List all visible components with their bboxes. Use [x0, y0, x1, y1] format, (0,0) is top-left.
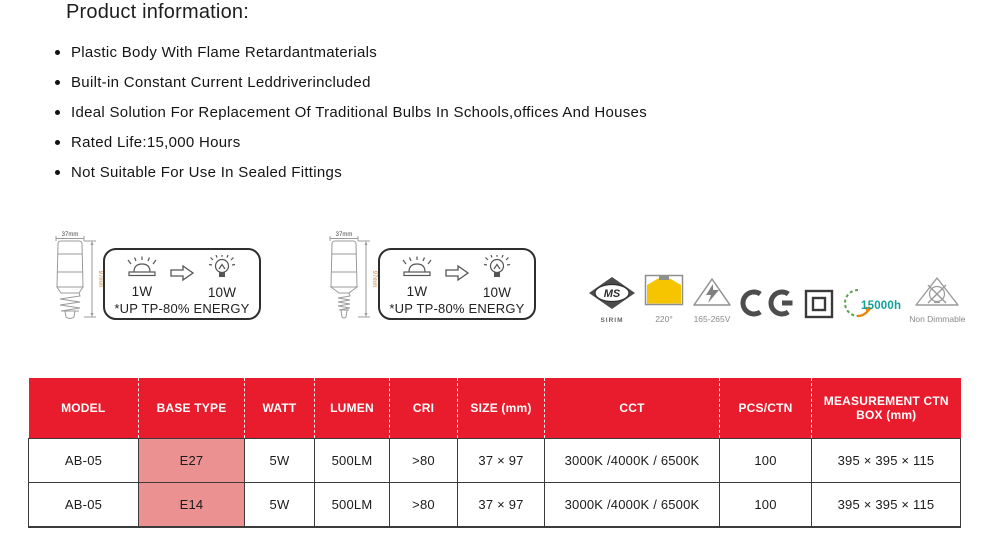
cell-measurement: 395 × 395 × 115	[812, 439, 961, 483]
beam-angle-icon	[644, 274, 684, 312]
cell-lumen: 500LM	[315, 483, 390, 528]
cell-watt: 5W	[245, 483, 315, 528]
header-model: MODEL	[29, 378, 139, 439]
width-dimension-label: 37mm	[61, 232, 79, 238]
feature-item	[55, 37, 647, 67]
feature-text: Built-in Constant Current Leddriverincluded	[71, 73, 371, 91]
bullet-icon	[55, 80, 60, 85]
bulb-icon	[483, 255, 511, 284]
beam-angle-label: 220°	[655, 314, 673, 324]
cell-lumen: 500LM	[315, 439, 390, 483]
bullet-icon	[55, 50, 60, 55]
to-watt-label: 10W	[207, 285, 237, 300]
cell-size: 37 × 97	[458, 483, 545, 528]
cell-cct: 3000K /4000K / 6500K	[545, 483, 720, 528]
class-ii-icon	[804, 289, 834, 324]
header-watt: WATT	[245, 378, 315, 439]
non-dimmable-label: Non Dimmable	[909, 314, 966, 324]
cell-base-type: E14	[139, 483, 245, 528]
feature-list	[55, 37, 647, 187]
led-icon	[398, 256, 436, 283]
feature-text: Plastic Body With Flame Retardantmaterials	[71, 43, 378, 61]
non-dimmable-icon	[914, 276, 960, 312]
feature-text: Ideal Solution For Replacement Of Traditional Bulbs In Schools,offices And Houses	[71, 103, 647, 121]
cell-size: 37 × 97	[458, 439, 545, 483]
header-lumen: LUMEN	[315, 378, 390, 439]
cell-cri: >80	[390, 439, 458, 483]
cell-model: AB-05	[29, 483, 139, 528]
feature-item	[55, 157, 647, 187]
header-cct: CCT	[545, 378, 720, 439]
header-pcs-ctn: PCS/CTN	[720, 378, 812, 439]
bullet-icon	[55, 170, 60, 175]
voltage-triangle-icon	[692, 277, 732, 312]
ce-mark-cert	[740, 287, 796, 324]
bullet-icon	[55, 110, 60, 115]
energy-note: *UP TP-80% ENERGY	[114, 301, 250, 316]
ms-sirim-icon	[588, 276, 636, 315]
cell-model: AB-05	[29, 439, 139, 483]
header-size: SIZE (mm)	[458, 378, 545, 439]
ms-sirim-cert	[588, 276, 636, 324]
product-spec-table	[28, 378, 961, 528]
lifetime-cert	[842, 287, 901, 324]
bulb-e14-diagram	[322, 230, 384, 331]
energy-note: *UP TP-80% ENERGY	[389, 301, 525, 316]
diagram-row	[0, 228, 987, 338]
cell-measurement: 395 × 395 × 115	[812, 483, 961, 528]
cell-pcs-ctn: 100	[720, 439, 812, 483]
led-icon	[123, 256, 161, 283]
page-title: Product information:	[66, 1, 249, 23]
feature-item	[55, 67, 647, 97]
feature-item	[55, 97, 647, 127]
beam-angle-cert	[644, 274, 684, 324]
arrow-icon	[169, 269, 195, 287]
table-header-row	[29, 378, 961, 439]
non-dimmable-cert	[909, 276, 965, 324]
feature-item	[55, 127, 647, 157]
height-dimension-label: 97mm	[97, 270, 103, 288]
cell-base-type: E27	[139, 439, 245, 483]
width-dimension-label: 37mm	[335, 232, 353, 238]
from-watt-label: 1W	[406, 284, 428, 299]
cell-pcs-ctn: 100	[720, 483, 812, 528]
class-ii-cert	[804, 289, 834, 324]
cell-cri: >80	[390, 483, 458, 528]
header-measurement: MEASUREMENT CTN BOX (mm)	[812, 378, 961, 439]
bulb-e27-diagram	[48, 230, 110, 331]
energy-savings-box	[103, 248, 261, 320]
feature-text: Not Suitable For Use In Sealed Fittings	[71, 163, 342, 181]
from-watt-label: 1W	[131, 284, 153, 299]
table-row	[29, 439, 961, 483]
ms-text: MS	[603, 288, 621, 300]
bullet-icon	[55, 140, 60, 145]
sirim-label: SIRIM	[600, 317, 624, 324]
voltage-cert	[692, 277, 732, 324]
cell-watt: 5W	[245, 439, 315, 483]
ce-mark-icon	[740, 287, 796, 324]
table-row	[29, 483, 961, 528]
energy-savings-box	[378, 248, 536, 320]
feature-text: Rated Life:15,000 Hours	[71, 133, 241, 151]
header-cri: CRI	[390, 378, 458, 439]
voltage-label: 165-265V	[693, 314, 731, 324]
header-base-type: BASE TYPE	[139, 378, 245, 439]
arrow-icon	[444, 269, 470, 287]
certification-icons	[588, 278, 965, 324]
cell-cct: 3000K /4000K / 6500K	[545, 439, 720, 483]
height-dimension-label: 97mm	[371, 270, 377, 288]
to-watt-label: 10W	[482, 285, 512, 300]
bulb-icon	[208, 255, 236, 284]
lifetime-label: 15000h	[861, 299, 902, 312]
